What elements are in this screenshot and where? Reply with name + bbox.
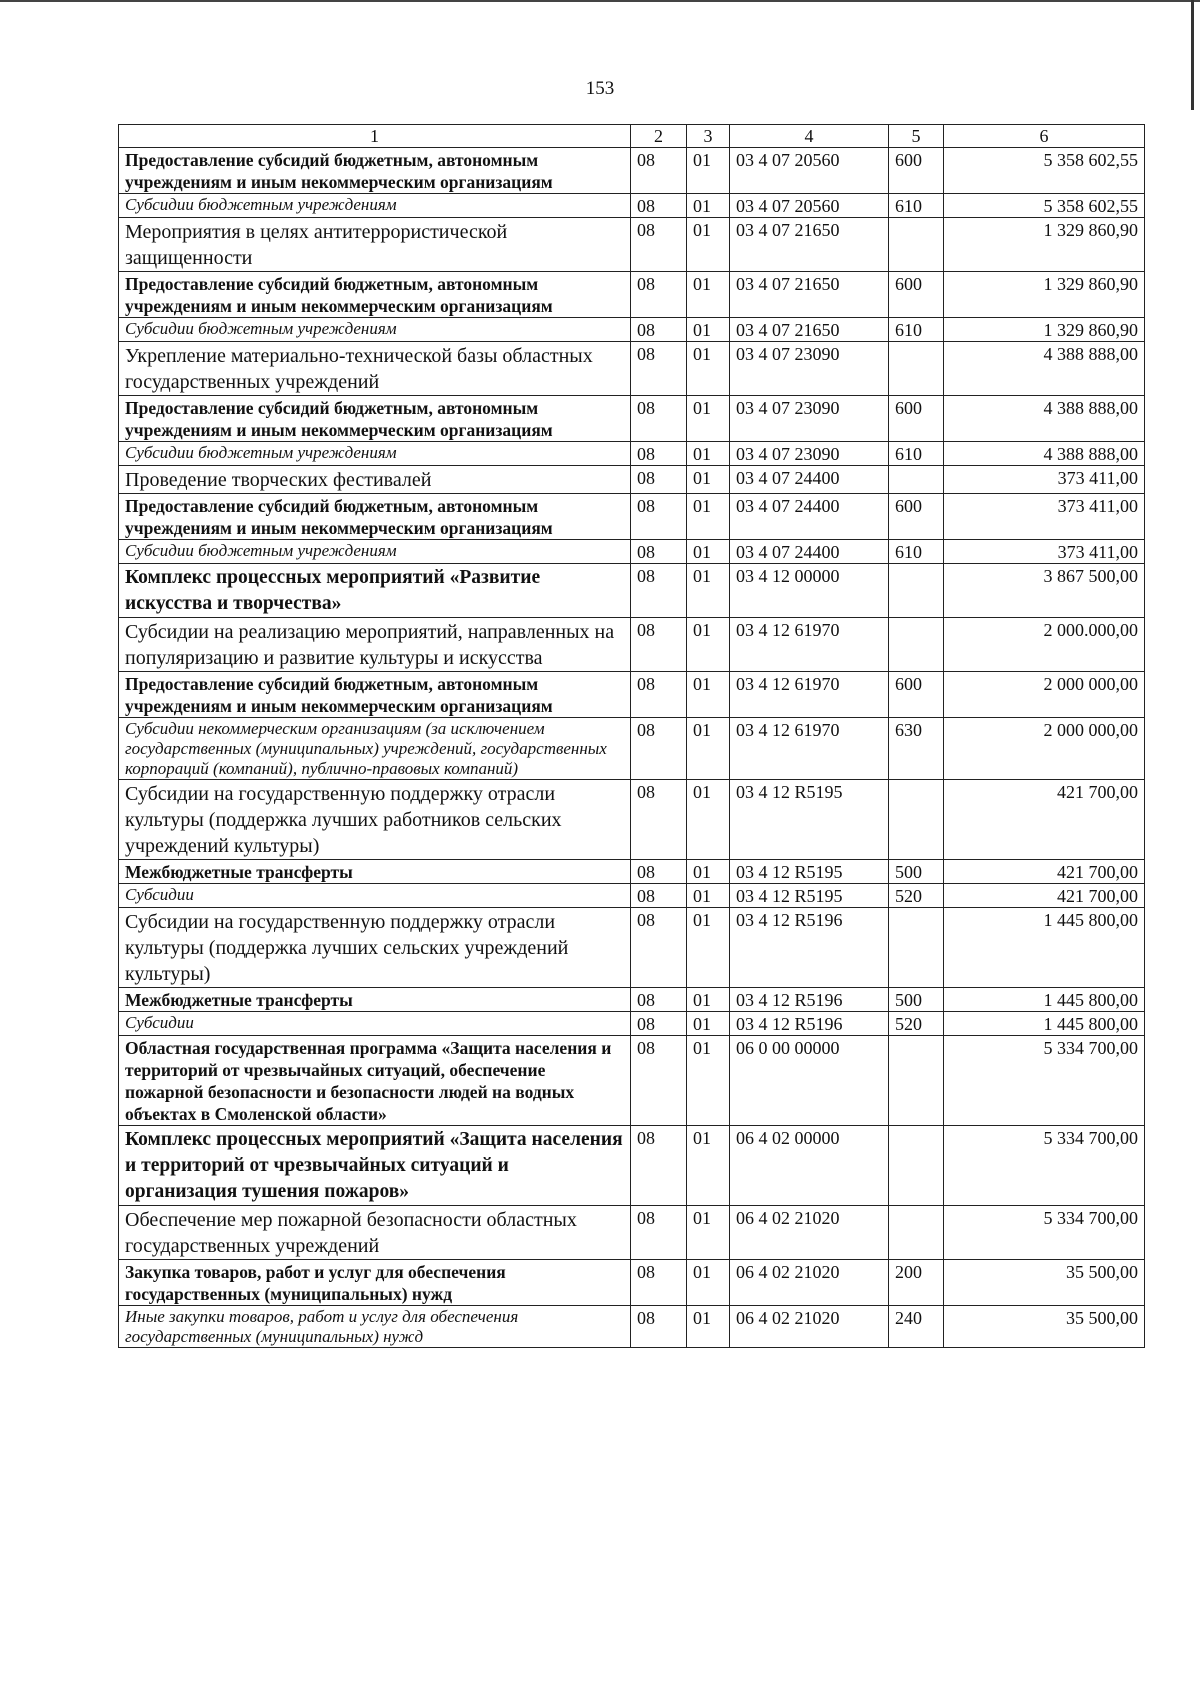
section-code-cell: 08 [631, 272, 687, 318]
subsection-code-cell: 01 [687, 908, 730, 988]
subsection-code-cell: 01 [687, 1012, 730, 1036]
amount-cell: 5 334 700,00 [944, 1036, 1145, 1126]
column-header: 6 [944, 125, 1145, 148]
column-header: 1 [119, 125, 631, 148]
table-row [119, 1012, 1145, 1036]
target-article-cell: 03 4 07 20560 [730, 194, 889, 218]
expense-type-cell: 610 [889, 442, 944, 466]
amount-cell: 2 000.000,00 [944, 618, 1145, 672]
target-article-cell: 03 4 12 61970 [730, 618, 889, 672]
expense-type-cell: 600 [889, 672, 944, 718]
table-row [119, 1206, 1145, 1260]
amount-cell: 421 700,00 [944, 860, 1145, 884]
item-name-cell: Предоставление субсидий бюджетным, автономным учреждениям и иным некоммерческим организациям [119, 148, 631, 194]
section-code-cell: 08 [631, 194, 687, 218]
item-name-cell: Субсидии на государственную поддержку отрасли культуры (поддержка лучших работников сельских учреждений культуры) [119, 780, 631, 860]
subsection-code-cell: 01 [687, 218, 730, 272]
expense-type-cell [889, 218, 944, 272]
section-code-cell: 08 [631, 540, 687, 564]
item-name-cell: Предоставление субсидий бюджетным, автономным учреждениям и иным некоммерческим организациям [119, 272, 631, 318]
item-name-cell: Областная государственная программа «Защита населения и территорий от чрезвычайных ситуаций, обеспечение пожарной безопасности и безопасности людей на водных объектах в Смоленской области» [119, 1036, 631, 1126]
amount-cell: 4 388 888,00 [944, 442, 1145, 466]
section-code-cell: 08 [631, 618, 687, 672]
target-article-cell: 06 0 00 00000 [730, 1036, 889, 1126]
item-name-cell: Субсидии бюджетным учреждениям [119, 194, 631, 218]
subsection-code-cell: 01 [687, 494, 730, 540]
item-name-cell: Мероприятия в целях антитеррористической защищенности [119, 218, 631, 272]
table-row [119, 218, 1145, 272]
item-name-cell: Укрепление материально-технической базы областных государственных учреждений [119, 342, 631, 396]
section-code-cell: 08 [631, 396, 687, 442]
table-row [119, 718, 1145, 780]
expense-type-cell: 200 [889, 1260, 944, 1306]
section-code-cell: 08 [631, 342, 687, 396]
item-name-cell: Проведение творческих фестивалей [119, 466, 631, 494]
expense-type-cell: 600 [889, 396, 944, 442]
column-header: 3 [687, 125, 730, 148]
expense-type-cell [889, 1206, 944, 1260]
expense-type-cell: 600 [889, 494, 944, 540]
table-row [119, 860, 1145, 884]
expense-type-cell: 610 [889, 318, 944, 342]
target-article-cell: 03 4 12 R5196 [730, 988, 889, 1012]
target-article-cell: 03 4 12 R5195 [730, 860, 889, 884]
item-name-cell: Предоставление субсидий бюджетным, автономным учреждениям и иным некоммерческим организациям [119, 672, 631, 718]
section-code-cell: 08 [631, 148, 687, 194]
subsection-code-cell: 01 [687, 1206, 730, 1260]
amount-cell: 373 411,00 [944, 494, 1145, 540]
subsection-code-cell: 01 [687, 860, 730, 884]
target-article-cell: 03 4 07 23090 [730, 342, 889, 396]
table-row [119, 1260, 1145, 1306]
section-code-cell: 08 [631, 494, 687, 540]
item-name-cell: Иные закупки товаров, работ и услуг для обеспечения государственных (муниципальных) нужд [119, 1306, 631, 1348]
expense-type-cell: 600 [889, 272, 944, 318]
item-name-cell: Субсидии [119, 884, 631, 908]
section-code-cell: 08 [631, 318, 687, 342]
item-name-cell: Межбюджетные трансферты [119, 860, 631, 884]
subsection-code-cell: 01 [687, 342, 730, 396]
target-article-cell: 03 4 12 R5196 [730, 908, 889, 988]
target-article-cell: 03 4 07 21650 [730, 218, 889, 272]
table-row [119, 564, 1145, 618]
target-article-cell: 03 4 07 24400 [730, 540, 889, 564]
table-row [119, 396, 1145, 442]
amount-cell: 1 329 860,90 [944, 318, 1145, 342]
target-article-cell: 06 4 02 21020 [730, 1206, 889, 1260]
subsection-code-cell: 01 [687, 618, 730, 672]
target-article-cell: 03 4 12 R5195 [730, 884, 889, 908]
expense-type-cell [889, 780, 944, 860]
table-row [119, 1306, 1145, 1348]
section-code-cell: 08 [631, 1126, 687, 1206]
table-row [119, 194, 1145, 218]
section-code-cell: 08 [631, 1260, 687, 1306]
amount-cell: 1 445 800,00 [944, 908, 1145, 988]
table-row [119, 466, 1145, 494]
table-row [119, 672, 1145, 718]
table-row [119, 908, 1145, 988]
amount-cell: 3 867 500,00 [944, 564, 1145, 618]
item-name-cell: Закупка товаров, работ и услуг для обеспечения государственных (муниципальных) нужд [119, 1260, 631, 1306]
section-code-cell: 08 [631, 564, 687, 618]
target-article-cell: 06 4 02 00000 [730, 1126, 889, 1206]
item-name-cell: Субсидии на государственную поддержку отрасли культуры (поддержка лучших сельских учреждений культуры) [119, 908, 631, 988]
table-row [119, 988, 1145, 1012]
subsection-code-cell: 01 [687, 540, 730, 564]
subsection-code-cell: 01 [687, 396, 730, 442]
table-header-row [119, 125, 1145, 148]
table-row [119, 272, 1145, 318]
budget-table [118, 124, 1145, 1348]
amount-cell: 5 334 700,00 [944, 1126, 1145, 1206]
section-code-cell: 08 [631, 442, 687, 466]
amount-cell: 1 329 860,90 [944, 218, 1145, 272]
table-row [119, 540, 1145, 564]
expense-type-cell [889, 908, 944, 988]
target-article-cell: 03 4 07 23090 [730, 442, 889, 466]
section-code-cell: 08 [631, 780, 687, 860]
expense-type-cell: 520 [889, 1012, 944, 1036]
target-article-cell: 06 4 02 21020 [730, 1260, 889, 1306]
expense-type-cell: 610 [889, 540, 944, 564]
expense-type-cell: 630 [889, 718, 944, 780]
column-header: 4 [730, 125, 889, 148]
expense-type-cell: 240 [889, 1306, 944, 1348]
subsection-code-cell: 01 [687, 1306, 730, 1348]
item-name-cell: Субсидии бюджетным учреждениям [119, 442, 631, 466]
subsection-code-cell: 01 [687, 672, 730, 718]
target-article-cell: 03 4 07 23090 [730, 396, 889, 442]
amount-cell: 421 700,00 [944, 884, 1145, 908]
amount-cell: 4 388 888,00 [944, 342, 1145, 396]
target-article-cell: 03 4 12 61970 [730, 672, 889, 718]
table-row [119, 1036, 1145, 1126]
amount-cell: 2 000 000,00 [944, 718, 1145, 780]
target-article-cell: 03 4 07 20560 [730, 148, 889, 194]
expense-type-cell: 600 [889, 148, 944, 194]
target-article-cell: 03 4 07 21650 [730, 272, 889, 318]
table-row [119, 442, 1145, 466]
expense-type-cell [889, 618, 944, 672]
section-code-cell: 08 [631, 672, 687, 718]
subsection-code-cell: 01 [687, 442, 730, 466]
item-name-cell: Межбюджетные трансферты [119, 988, 631, 1012]
section-code-cell: 08 [631, 908, 687, 988]
target-article-cell: 03 4 07 21650 [730, 318, 889, 342]
amount-cell: 2 000 000,00 [944, 672, 1145, 718]
target-article-cell: 03 4 12 R5195 [730, 780, 889, 860]
target-article-cell: 06 4 02 21020 [730, 1306, 889, 1348]
item-name-cell: Предоставление субсидий бюджетным, автономным учреждениям и иным некоммерческим организациям [119, 396, 631, 442]
target-article-cell: 03 4 12 61970 [730, 718, 889, 780]
table-row [119, 148, 1145, 194]
expense-type-cell [889, 466, 944, 494]
target-article-cell: 03 4 12 R5196 [730, 1012, 889, 1036]
item-name-cell: Обеспечение мер пожарной безопасности областных государственных учреждений [119, 1206, 631, 1260]
expense-type-cell: 500 [889, 860, 944, 884]
amount-cell: 5 334 700,00 [944, 1206, 1145, 1260]
section-code-cell: 08 [631, 1206, 687, 1260]
item-name-cell: Субсидии на реализацию мероприятий, направленных на популяризацию и развитие культуры и искусства [119, 618, 631, 672]
table-row [119, 318, 1145, 342]
table-row [119, 780, 1145, 860]
expense-type-cell: 500 [889, 988, 944, 1012]
expense-type-cell [889, 342, 944, 396]
column-header: 5 [889, 125, 944, 148]
amount-cell: 1 445 800,00 [944, 1012, 1145, 1036]
subsection-code-cell: 01 [687, 780, 730, 860]
item-name-cell: Предоставление субсидий бюджетным, автономным учреждениям и иным некоммерческим организациям [119, 494, 631, 540]
subsection-code-cell: 01 [687, 194, 730, 218]
subsection-code-cell: 01 [687, 466, 730, 494]
target-article-cell: 03 4 12 00000 [730, 564, 889, 618]
section-code-cell: 08 [631, 218, 687, 272]
item-name-cell: Субсидии бюджетным учреждениям [119, 318, 631, 342]
subsection-code-cell: 01 [687, 318, 730, 342]
target-article-cell: 03 4 07 24400 [730, 494, 889, 540]
subsection-code-cell: 01 [687, 1260, 730, 1306]
subsection-code-cell: 01 [687, 148, 730, 194]
section-code-cell: 08 [631, 466, 687, 494]
subsection-code-cell: 01 [687, 564, 730, 618]
target-article-cell: 03 4 07 24400 [730, 466, 889, 494]
table-body [119, 148, 1145, 1348]
page-number: 153 [585, 78, 615, 99]
amount-cell: 373 411,00 [944, 466, 1145, 494]
amount-cell: 5 358 602,55 [944, 194, 1145, 218]
item-name-cell: Субсидии бюджетным учреждениям [119, 540, 631, 564]
table-row [119, 1126, 1145, 1206]
subsection-code-cell: 01 [687, 272, 730, 318]
section-code-cell: 08 [631, 988, 687, 1012]
section-code-cell: 08 [631, 884, 687, 908]
expense-type-cell [889, 1036, 944, 1126]
subsection-code-cell: 01 [687, 884, 730, 908]
item-name-cell: Субсидии некоммерческим организациям (за исключением государственных (муниципальных) учреждений, государственных корпораций (компаний), публично-правовых компаний) [119, 718, 631, 780]
section-code-cell: 08 [631, 860, 687, 884]
scan-top-edge [0, 0, 1200, 10]
section-code-cell: 08 [631, 1036, 687, 1126]
subsection-code-cell: 01 [687, 1126, 730, 1206]
section-code-cell: 08 [631, 718, 687, 780]
column-header: 2 [631, 125, 687, 148]
item-name-cell: Комплекс процессных мероприятий «Развитие искусства и творчества» [119, 564, 631, 618]
expense-type-cell: 610 [889, 194, 944, 218]
amount-cell: 5 358 602,55 [944, 148, 1145, 194]
amount-cell: 35 500,00 [944, 1306, 1145, 1348]
table-row [119, 618, 1145, 672]
amount-cell: 1 329 860,90 [944, 272, 1145, 318]
table-row [119, 342, 1145, 396]
item-name-cell: Субсидии [119, 1012, 631, 1036]
subsection-code-cell: 01 [687, 1036, 730, 1126]
section-code-cell: 08 [631, 1306, 687, 1348]
amount-cell: 421 700,00 [944, 780, 1145, 860]
section-code-cell: 08 [631, 1012, 687, 1036]
table-row [119, 884, 1145, 908]
subsection-code-cell: 01 [687, 988, 730, 1012]
amount-cell: 1 445 800,00 [944, 988, 1145, 1012]
expense-type-cell [889, 1126, 944, 1206]
table-row [119, 494, 1145, 540]
expense-type-cell [889, 564, 944, 618]
subsection-code-cell: 01 [687, 718, 730, 780]
expense-type-cell: 520 [889, 884, 944, 908]
item-name-cell: Комплекс процессных мероприятий «Защита населения и территорий от чрезвычайных ситуаций и организация тушения пожаров» [119, 1126, 631, 1206]
amount-cell: 4 388 888,00 [944, 396, 1145, 442]
amount-cell: 373 411,00 [944, 540, 1145, 564]
amount-cell: 35 500,00 [944, 1260, 1145, 1306]
